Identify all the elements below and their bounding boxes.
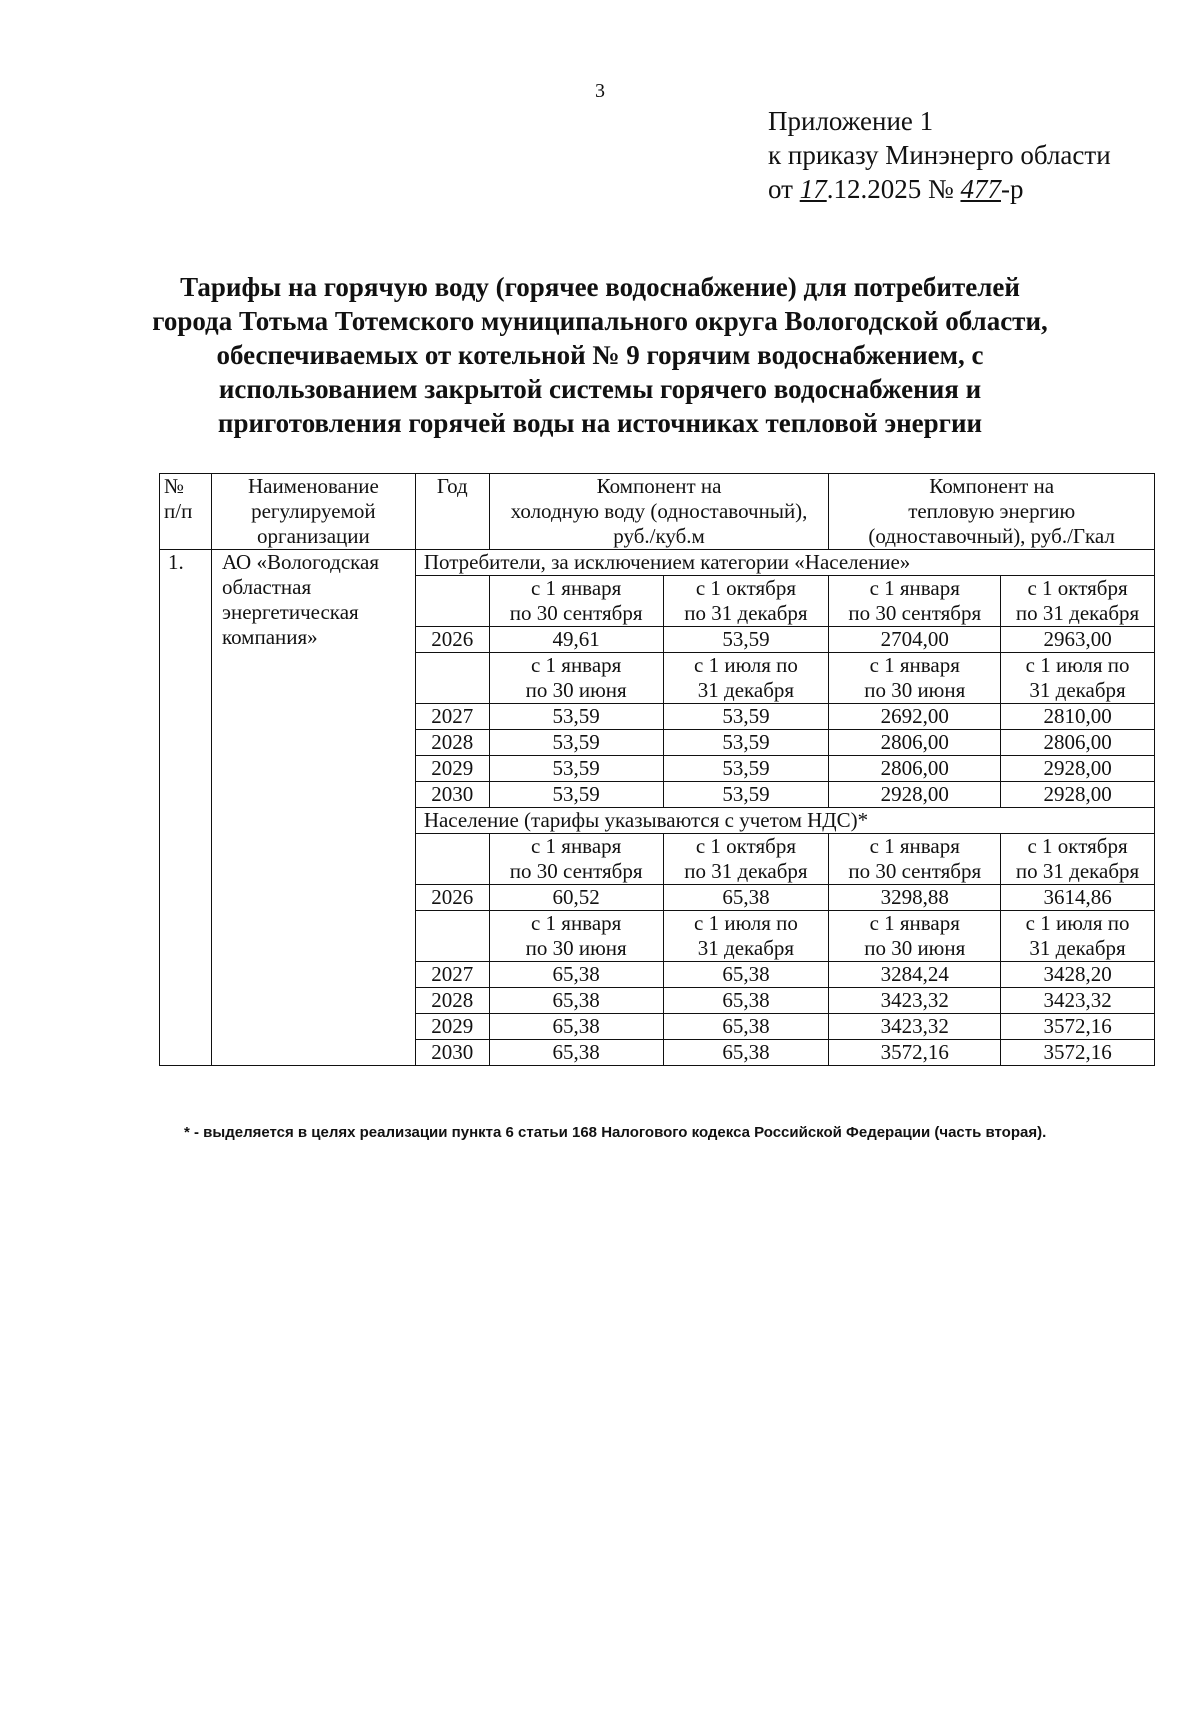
appendix-block — [768, 104, 1111, 206]
period-cell: с 1 июля по 31 декабря — [663, 911, 829, 962]
year-cell: 2027 — [415, 962, 489, 988]
period-year-empty — [415, 911, 489, 962]
year-cell: 2030 — [415, 782, 489, 808]
section-title: Потребители, за исключением категории «Население» — [415, 550, 1154, 576]
row-number: 1. — [160, 550, 212, 1066]
year-cell: 2028 — [415, 730, 489, 756]
value-cell: 65,38 — [663, 1040, 829, 1066]
year-cell: 2029 — [415, 1014, 489, 1040]
period-cell: с 1 октября по 31 декабря — [1001, 576, 1155, 627]
value-cell: 53,59 — [489, 756, 663, 782]
period-cell: с 1 января по 30 сентября — [489, 834, 663, 885]
period-cell: с 1 июля по 31 декабря — [1001, 653, 1155, 704]
value-cell: 53,59 — [663, 730, 829, 756]
value-cell: 3572,16 — [829, 1040, 1001, 1066]
header-heat-energy: Компонент на тепловую энергию (одноставочный), руб./Гкал — [829, 474, 1155, 550]
value-cell: 3572,16 — [1001, 1040, 1155, 1066]
value-cell: 53,59 — [489, 730, 663, 756]
title-line: приготовления горячей воды на источниках тепловой энергии — [217, 408, 983, 438]
value-cell: 2963,00 — [1001, 627, 1155, 653]
year-cell: 2026 — [415, 885, 489, 911]
value-cell: 65,38 — [489, 962, 663, 988]
appendix-line-3 — [768, 172, 1111, 206]
appendix-line-1: Приложение 1 — [768, 106, 934, 136]
year-cell: 2029 — [415, 756, 489, 782]
value-cell: 3428,20 — [1001, 962, 1155, 988]
value-cell: 60,52 — [489, 885, 663, 911]
period-cell: с 1 января по 30 июня — [489, 911, 663, 962]
header-cold-water: Компонент на холодную воду (одноставочный), руб./куб.м — [489, 474, 829, 550]
value-cell: 3284,24 — [829, 962, 1001, 988]
period-cell: с 1 октября по 31 декабря — [663, 576, 829, 627]
value-cell: 2806,00 — [829, 756, 1001, 782]
value-cell: 3423,32 — [829, 1014, 1001, 1040]
appendix-line-2: к приказу Минэнерго области — [768, 140, 1111, 170]
table-row — [160, 550, 1155, 576]
value-cell: 65,38 — [489, 1014, 663, 1040]
value-cell: 3614,86 — [1001, 885, 1155, 911]
value-cell: 3572,16 — [1001, 1014, 1155, 1040]
value-cell: 65,38 — [663, 988, 829, 1014]
period-cell: с 1 июля по 31 декабря — [1001, 911, 1155, 962]
year-cell: 2027 — [415, 704, 489, 730]
value-cell: 2704,00 — [829, 627, 1001, 653]
date-middle: .12.2025 № — [826, 174, 961, 204]
period-cell: с 1 января по 30 сентября — [829, 576, 1001, 627]
value-cell: 49,61 — [489, 627, 663, 653]
value-cell: 65,38 — [663, 1014, 829, 1040]
value-cell: 53,59 — [663, 627, 829, 653]
period-cell: с 1 октября по 31 декабря — [1001, 834, 1155, 885]
table-header-row — [160, 474, 1155, 550]
page-number: 3 — [595, 80, 605, 102]
period-cell: с 1 января по 30 сентября — [489, 576, 663, 627]
title-line: использованием закрытой системы горячего водоснабжения и — [218, 374, 982, 404]
value-cell: 2928,00 — [829, 782, 1001, 808]
value-cell: 3298,88 — [829, 885, 1001, 911]
period-cell: с 1 июля по 31 декабря — [663, 653, 829, 704]
value-cell: 65,38 — [663, 962, 829, 988]
value-cell: 53,59 — [489, 782, 663, 808]
order-day: 17 — [799, 174, 827, 204]
header-number: № п/п — [160, 474, 212, 550]
value-cell: 3423,32 — [829, 988, 1001, 1014]
header-year: Год — [415, 474, 489, 550]
value-cell: 53,59 — [489, 704, 663, 730]
date-prefix: от — [768, 174, 800, 204]
document-title — [100, 270, 1100, 440]
order-number: 477 — [960, 174, 1001, 204]
period-cell: с 1 октября по 31 декабря — [663, 834, 829, 885]
year-cell: 2030 — [415, 1040, 489, 1066]
value-cell: 53,59 — [663, 782, 829, 808]
value-cell: 2806,00 — [829, 730, 1001, 756]
section-title: Население (тарифы указываются с учетом НДС)* — [415, 808, 1154, 834]
value-cell: 3423,32 — [1001, 988, 1155, 1014]
header-organization: Наименование регулируемой организации — [211, 474, 415, 550]
period-cell: с 1 января по 30 июня — [489, 653, 663, 704]
value-cell: 2806,00 — [1001, 730, 1155, 756]
year-cell: 2026 — [415, 627, 489, 653]
value-cell: 53,59 — [663, 704, 829, 730]
period-year-empty — [415, 653, 489, 704]
title-line: Тарифы на горячую воду (горячее водоснабжение) для потребителей — [180, 272, 1020, 302]
period-cell: с 1 января по 30 июня — [829, 653, 1001, 704]
value-cell: 65,38 — [489, 1040, 663, 1066]
value-cell: 2810,00 — [1001, 704, 1155, 730]
value-cell: 53,59 — [663, 756, 829, 782]
tariff-table — [159, 473, 1155, 1066]
period-cell: с 1 января по 30 июня — [829, 911, 1001, 962]
value-cell: 65,38 — [489, 988, 663, 1014]
value-cell: 2928,00 — [1001, 782, 1155, 808]
value-cell: 2928,00 — [1001, 756, 1155, 782]
order-suffix: -р — [1000, 174, 1024, 204]
organization-name: АО «Вологодская областная энергетическая компания» — [211, 550, 415, 1066]
title-line: обеспечиваемых от котельной № 9 горячим водоснабжением, с — [216, 340, 984, 370]
year-cell: 2028 — [415, 988, 489, 1014]
period-year-empty — [415, 834, 489, 885]
value-cell: 2692,00 — [829, 704, 1001, 730]
title-line: города Тотьма Тотемского муниципального округа Вологодской области, — [152, 306, 1048, 336]
period-year-empty — [415, 576, 489, 627]
period-cell: с 1 января по 30 сентября — [829, 834, 1001, 885]
footnote: * - выделяется в целях реализации пункта 6 статьи 168 Налогового кодекса Российской Федерации (часть вторая). — [184, 1124, 1047, 1141]
value-cell: 65,38 — [663, 885, 829, 911]
